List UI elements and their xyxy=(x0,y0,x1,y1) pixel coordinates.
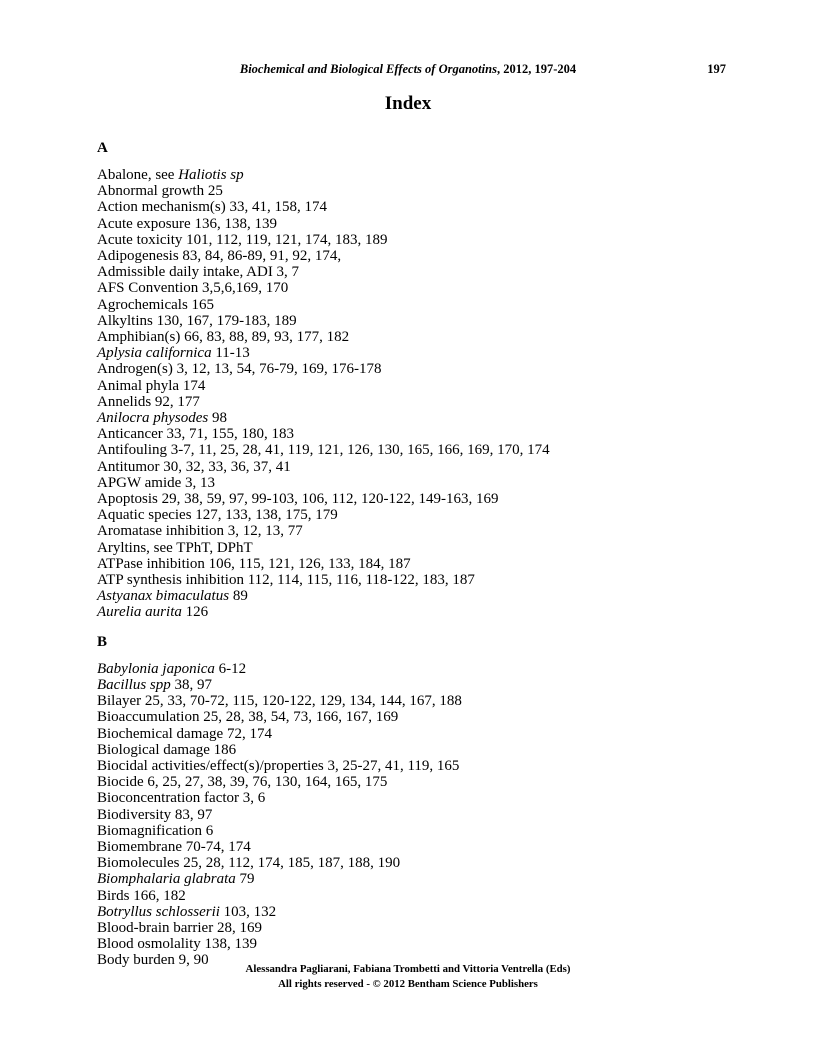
entry-term-italic: Anilocra physodes xyxy=(97,410,209,427)
section-letter: A xyxy=(97,140,108,156)
index-entry xyxy=(97,329,746,345)
header-meta: , 2012, 197-204 xyxy=(496,62,577,76)
entry-text: Aryltins, see TPhT, DPhT xyxy=(97,539,253,556)
entry-text: Admissible daily intake, ADI 3, 7 xyxy=(97,264,300,281)
index-entry xyxy=(97,790,746,806)
index-entry xyxy=(97,661,746,677)
entry-text: Aromatase inhibition 3, 12, 13, 77 xyxy=(97,523,303,540)
index-entry xyxy=(97,920,746,936)
index-entry xyxy=(97,199,746,215)
entry-text: Biomolecules 25, 28, 112, 174, 185, 187, 188, 190 xyxy=(97,855,401,872)
index-entry xyxy=(97,507,746,523)
index-entry xyxy=(97,216,746,232)
entry-text: Biodiversity 83, 97 xyxy=(97,806,213,823)
index-entry xyxy=(97,232,746,248)
index-section xyxy=(97,141,746,621)
entry-text: Antitumor 30, 32, 33, 36, 37, 41 xyxy=(97,458,291,475)
entry-text: Biomembrane 70-74, 174 xyxy=(97,838,251,855)
index-entry xyxy=(97,888,746,904)
entry-text: Biomagnification 6 xyxy=(97,822,214,839)
index-entry xyxy=(97,361,746,377)
entry-text: Amphibian(s) 66, 83, 88, 89, 93, 177, 182 xyxy=(97,329,350,346)
index-entry xyxy=(97,313,746,329)
index-section xyxy=(97,635,746,969)
entry-term-italic: Bacillus spp xyxy=(97,676,171,693)
page-footer xyxy=(0,962,816,991)
entry-text: Birds 166, 182 xyxy=(97,887,186,904)
entry-term-italic: Botryllus schlosserii xyxy=(97,903,220,920)
footer-copyright: All rights reserved - © 2012 Bentham Science Publishers xyxy=(278,977,538,990)
entry-text: APGW amide 3, 13 xyxy=(97,474,216,491)
entry-text: Action mechanism(s) 33, 41, 158, 174 xyxy=(97,199,327,216)
index-entry xyxy=(97,588,746,604)
entry-text: Biocide 6, 25, 27, 38, 39, 76, 130, 164, 165, 175 xyxy=(97,774,388,791)
entry-text: Anticancer 33, 71, 155, 180, 183 xyxy=(97,426,295,443)
entry-text: Apoptosis 29, 38, 59, 97, 99-103, 106, 112, 120-122, 149-163, 169 xyxy=(97,491,499,508)
index-entry xyxy=(97,823,746,839)
index-entry xyxy=(97,709,746,725)
entry-text: 89 xyxy=(229,588,248,605)
index-entry xyxy=(97,523,746,539)
entry-text: ATPase inhibition 106, 115, 121, 126, 133, 184, 187 xyxy=(97,555,411,572)
entry-text: 126 xyxy=(181,604,209,621)
index-entry xyxy=(97,459,746,475)
entry-text: 11-13 xyxy=(211,345,250,362)
index-entry xyxy=(97,556,746,572)
index-entry xyxy=(97,807,746,823)
index-entry xyxy=(97,426,746,442)
entry-text: Animal phyla 174 xyxy=(97,377,206,394)
entry-text: Acute exposure 136, 138, 139 xyxy=(97,215,277,232)
index-entry xyxy=(97,248,746,264)
footer-editors: Alessandra Pagliarani, Fabiana Trombetti and Vittoria Ventrella (Eds) xyxy=(245,963,571,975)
index-entry xyxy=(97,297,746,313)
entry-list xyxy=(97,167,746,621)
entry-text: Aquatic species 127, 133, 138, 175, 179 xyxy=(97,507,338,524)
entry-term-italic: Biomphalaria glabrata xyxy=(97,871,236,888)
entry-text: Annelids 92, 177 xyxy=(97,393,200,410)
index-entry xyxy=(97,280,746,296)
index-entry xyxy=(97,442,746,458)
index-entry xyxy=(97,936,746,952)
entry-text: 98 xyxy=(208,410,227,427)
entry-term-italic: Haliotis sp xyxy=(178,167,244,183)
book-title: Biochemical and Biological Effects of Organotins xyxy=(239,62,497,76)
entry-text: Biological damage 186 xyxy=(97,741,237,758)
entry-text: Bilayer 25, 33, 70-72, 115, 120-122, 129, 134, 144, 167, 188 xyxy=(97,693,462,710)
entry-text: Antifouling 3-7, 11, 25, 28, 41, 119, 121, 126, 130, 165, 166, 169, 170, 174 xyxy=(97,442,550,459)
entry-text: Blood-brain barrier 28, 169 xyxy=(97,919,262,936)
entry-term-italic: Aurelia aurita xyxy=(97,604,182,621)
entry-term-italic: Aplysia californica xyxy=(97,345,212,362)
index-entry xyxy=(97,264,746,280)
index-entry xyxy=(97,871,746,887)
entry-text: Abnormal growth 25 xyxy=(97,183,223,200)
entry-text: Blood osmolality 138, 139 xyxy=(97,936,258,953)
index-entry xyxy=(97,758,746,774)
page-number: 197 xyxy=(707,62,726,76)
index-entry xyxy=(97,774,746,790)
entry-text: Bioaccumulation 25, 28, 38, 54, 73, 166, 167, 169 xyxy=(97,709,399,726)
entry-text: 38, 97 xyxy=(170,676,212,693)
entry-text: Androgen(s) 3, 12, 13, 54, 76-79, 169, 176-178 xyxy=(97,361,382,378)
index-entry xyxy=(97,378,746,394)
index-entry xyxy=(97,677,746,693)
index-entry xyxy=(97,410,746,426)
entry-text: Adipogenesis 83, 84, 86-89, 91, 92, 174, xyxy=(97,248,342,265)
entry-text: Biocidal activities/effect(s)/properties 3, 25-27, 41, 119, 165 xyxy=(97,757,460,774)
index-entry xyxy=(97,693,746,709)
index-body xyxy=(97,141,746,969)
entry-list xyxy=(97,661,746,969)
index-entry xyxy=(97,855,746,871)
entry-term-italic: Astyanax bimaculatus xyxy=(97,588,230,605)
index-entry xyxy=(97,394,746,410)
index-entry xyxy=(97,167,746,183)
entry-term-italic: Babylonia japonica xyxy=(97,660,215,677)
entry-text: 79 xyxy=(235,871,255,888)
section-letter: B xyxy=(97,633,108,650)
entry-text: Biochemical damage 72, 174 xyxy=(97,725,272,742)
entry-text: AFS Convention 3,5,6,169, 170 xyxy=(97,280,289,297)
entry-text: Agrochemicals 165 xyxy=(97,296,215,313)
index-entry xyxy=(97,475,746,491)
index-entry xyxy=(97,839,746,855)
index-entry xyxy=(97,726,746,742)
entry-text: Acute toxicity 101, 112, 119, 121, 174, 183, 189 xyxy=(97,231,388,248)
entry-text: Bioconcentration factor 3, 6 xyxy=(97,790,266,807)
index-entry xyxy=(97,742,746,758)
index-entry xyxy=(97,572,746,588)
page-title: Index xyxy=(384,93,432,114)
index-entry xyxy=(97,604,746,620)
index-entry xyxy=(97,345,746,361)
index-entry xyxy=(97,183,746,199)
entry-text: ATP synthesis inhibition 112, 114, 115, 116, 118-122, 183, 187 xyxy=(97,572,475,589)
entry-text: Alkyltins 130, 167, 179-183, 189 xyxy=(97,312,297,329)
entry-text: Abalone, see xyxy=(97,167,179,183)
index-entry xyxy=(97,491,746,507)
entry-text: 6-12 xyxy=(214,660,247,677)
index-entry xyxy=(97,904,746,920)
entry-text: Body burden 9, 90 xyxy=(97,952,209,969)
index-entry xyxy=(97,540,746,556)
running-header xyxy=(90,62,726,76)
entry-text: 103, 132 xyxy=(219,903,277,920)
